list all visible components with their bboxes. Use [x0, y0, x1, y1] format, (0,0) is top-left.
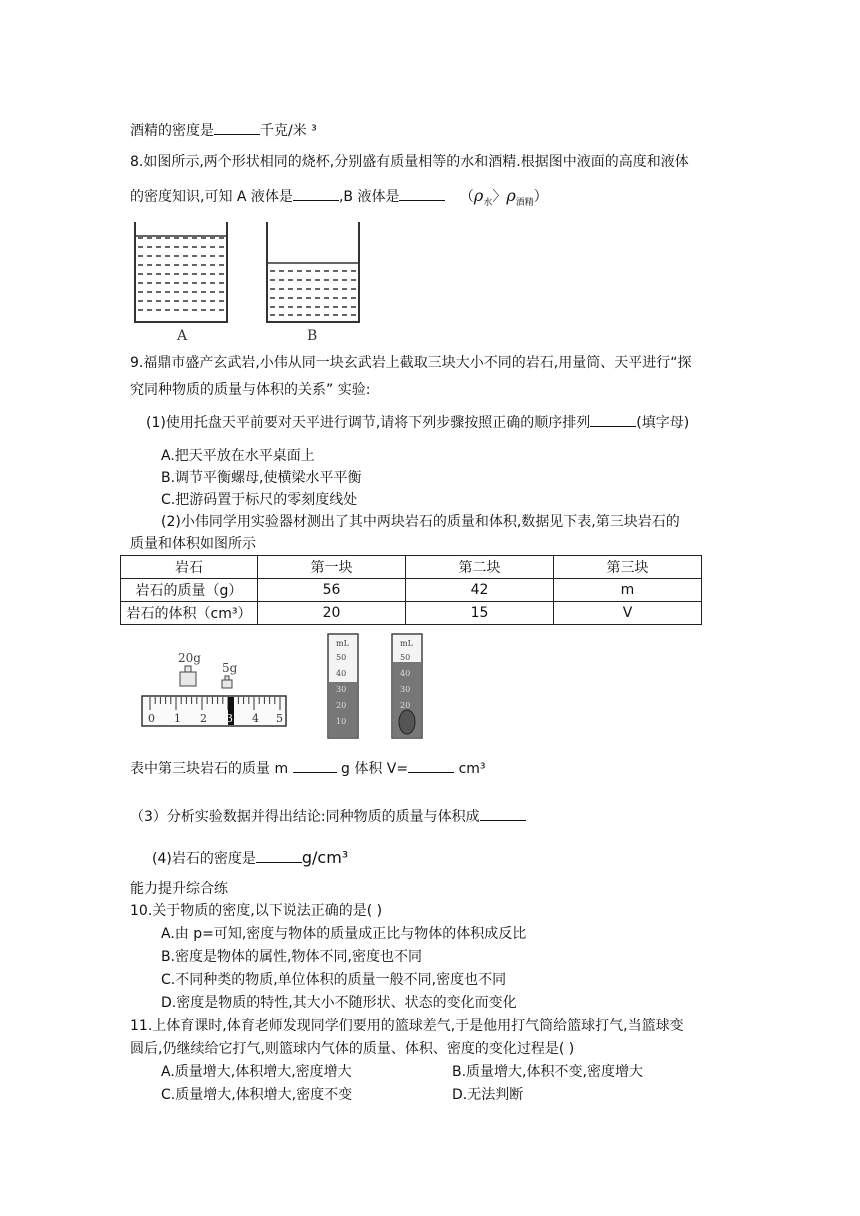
option-b: B.调节平衡螺母,使横梁水平平衡: [161, 470, 362, 486]
scale-num: 0: [148, 712, 155, 725]
rock-table: [120, 555, 702, 625]
order-blank[interactable]: [590, 412, 636, 427]
header-cell: 第三块: [554, 556, 702, 579]
table-cell: 20: [258, 602, 406, 625]
q9-part2-line2: 质量和体积如图所示: [130, 536, 256, 552]
unit: 千克/米 ³: [260, 123, 317, 139]
text-a: 表中第三块岩石的质量 m: [130, 761, 289, 777]
mark: 50: [336, 653, 347, 662]
table-cell: 15: [406, 602, 554, 625]
balance-weights-figure: [140, 640, 290, 732]
text-b: g 体积 V=: [341, 761, 409, 777]
q10-option-c[interactable]: C.不同种类的物质,单位体积的质量一般不同,密度也不同: [161, 972, 507, 988]
header-cell: 第一块: [258, 556, 406, 579]
q9-line2: 究同种物质的质量与体积的关系” 实验:: [130, 382, 371, 398]
blank-b[interactable]: [399, 186, 445, 201]
sub-alcohol: 酒精: [515, 198, 534, 208]
q10-option-b[interactable]: B.密度是物体的属性,物体不同,密度也不同: [161, 949, 422, 965]
text: (1)使用托盘天平前要对天平进行调节,请将下列步骤按照正确的顺序排列: [146, 415, 591, 431]
header-cell: 第二块: [406, 556, 554, 579]
table-cell: 岩石的质量（g）: [121, 579, 258, 602]
option-a: A.把天平放在水平桌面上: [161, 448, 315, 464]
section-title: 能力提升综合练: [130, 881, 228, 897]
cylinder-water: [328, 634, 358, 738]
table-cell: 岩石的体积（cm³）: [121, 602, 258, 625]
beaker-a: [135, 222, 227, 322]
paren-close: ）: [533, 189, 548, 205]
beaker-b: [267, 222, 359, 322]
mark: 20: [400, 701, 411, 710]
q11-option-b[interactable]: B.质量增大,体积不变,密度增大: [452, 1064, 643, 1080]
q11-line1: 11.上体育课时,体育老师发现同学们要用的篮球差气,于是他用打气筒给篮球打气,当篮球变: [130, 1018, 684, 1034]
scale-num: 4: [252, 712, 259, 725]
text: (4)岩石的密度是: [152, 851, 256, 867]
q9-line1: 9.福鼎市盛产玄武岩,小伟从同一块玄武岩上截取三块大小不同的岩石,用量筒、天平进行“探: [130, 355, 692, 371]
mark: 40: [400, 669, 411, 678]
beakers-figure: [125, 218, 375, 346]
text-a: 的密度知识,可知 A 液体是: [130, 189, 293, 205]
text: （3）分析实验数据并得出结论:同种物质的质量与体积成: [130, 809, 480, 825]
density-blank[interactable]: [256, 848, 302, 863]
rho-symbol-2: ρ: [506, 186, 516, 205]
q11-option-a[interactable]: A.质量增大,体积增大,密度增大: [161, 1064, 352, 1080]
alcohol-density-line: [130, 120, 317, 140]
q10-option-d[interactable]: D.密度是物质的特性,其大小不随形状、状态的变化而变化: [161, 995, 517, 1011]
q9-part1: [146, 412, 689, 432]
q8-line2: [130, 186, 548, 208]
label-a: A: [177, 328, 188, 344]
mark: 50: [400, 653, 411, 662]
rider-scale: [142, 696, 286, 726]
q10-stem: 10.关于物质的密度,以下说法正确的是( ): [130, 903, 383, 919]
mark: 20: [336, 701, 347, 710]
mark: 30: [400, 685, 411, 694]
label-b: B: [307, 328, 318, 344]
answer-blank[interactable]: [214, 120, 260, 135]
sub-water: 水: [483, 198, 493, 208]
table-row: [121, 579, 702, 602]
text-b: ,B 液体是: [338, 189, 400, 205]
mark: 30: [336, 685, 347, 694]
q9-part4: [152, 848, 348, 868]
mark: 40: [336, 669, 347, 678]
cylinder-with-rock: [392, 634, 422, 738]
weight-5g-label: 5g: [222, 661, 238, 675]
gt-symbol: 〉: [492, 189, 507, 205]
q11-option-d[interactable]: D.无法判断: [452, 1087, 524, 1103]
q9-fill-line: [130, 758, 486, 778]
table-cell: 56: [258, 579, 406, 602]
q10-option-a[interactable]: A.由 p=可知,密度与物体的质量成正比与物体的体积成反比: [161, 926, 527, 942]
unit: g/cm³: [301, 848, 349, 867]
paren-open: （: [459, 189, 474, 205]
volume-blank[interactable]: [408, 758, 454, 773]
conclusion-blank[interactable]: [480, 806, 526, 821]
scale-num: 3: [226, 712, 233, 725]
unit-label: mL: [336, 639, 349, 648]
unit-label: mL: [400, 639, 413, 648]
table-cell: V: [554, 602, 702, 625]
rock: [399, 710, 415, 734]
mass-blank[interactable]: [293, 758, 337, 773]
weight-20g-label: 20g: [178, 651, 201, 665]
scale-num: 2: [200, 712, 207, 725]
rho-symbol: ρ: [473, 186, 484, 205]
table-cell: m: [554, 579, 702, 602]
table-cell: 42: [406, 579, 554, 602]
option-c: C.把游码置于标尺的零刻度线处: [161, 492, 358, 508]
text: 酒精的密度是: [130, 123, 214, 139]
tail: (填字母): [636, 415, 690, 431]
mark: 10: [336, 717, 347, 726]
scale-num: 5: [276, 712, 283, 725]
q9-part2-line1: (2)小伟同学用实验器材测出了其中两块岩石的质量和体积,数据见下表,第三块岩石的: [161, 514, 680, 530]
cylinders-figure: [320, 630, 440, 742]
scale-num: 1: [174, 712, 181, 725]
blank-a[interactable]: [293, 186, 339, 201]
weight-5g: [222, 676, 232, 688]
table-row: [121, 602, 702, 625]
unit: cm³: [458, 761, 486, 777]
q9-part3: [130, 806, 526, 826]
q11-line2: 圆后,仍继续给它打气,则篮球内气体的质量、体积、密度的变化过程是( ): [130, 1041, 575, 1057]
q11-option-c[interactable]: C.质量增大,体积增大,密度不变: [161, 1087, 353, 1103]
table-header-row: [121, 556, 702, 579]
q8-line1: 8.如图所示,两个形状相同的烧杯,分别盛有质量相等的水和酒精.根据图中液面的高度和液体: [130, 154, 689, 170]
header-cell: 岩石: [121, 556, 258, 579]
weight-20g: [180, 666, 196, 686]
